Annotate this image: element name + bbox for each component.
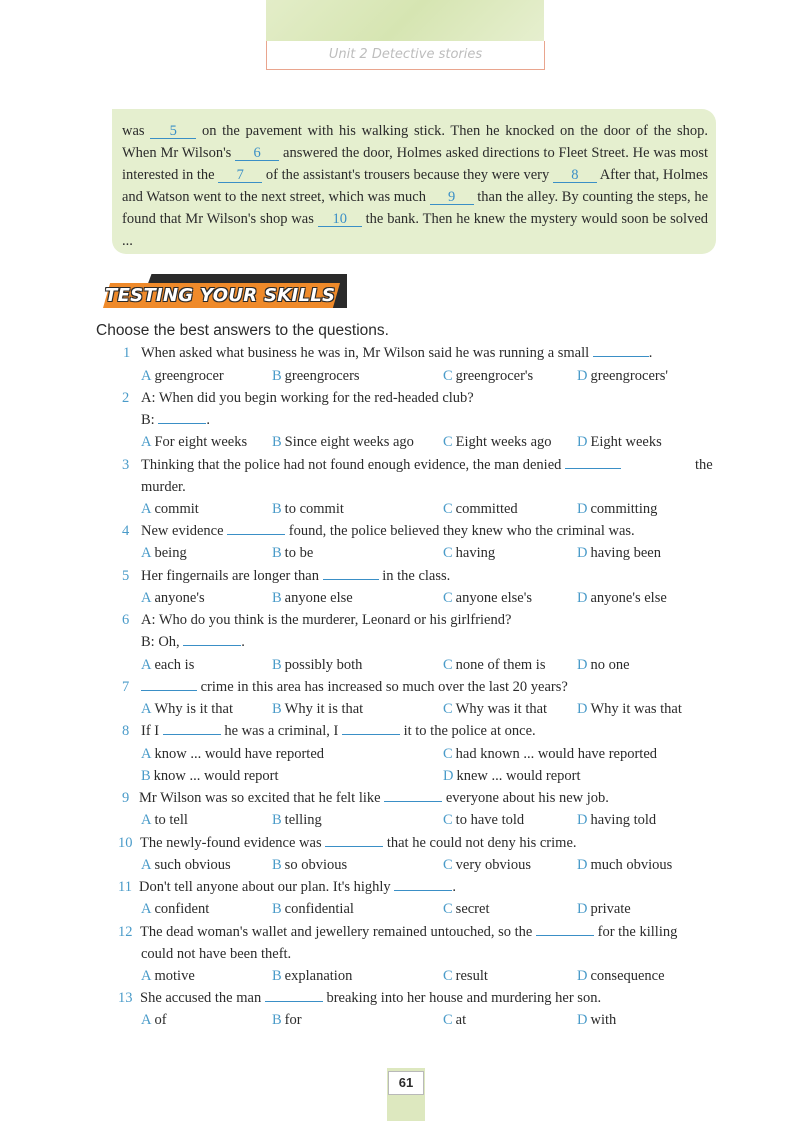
option[interactable]: D consequence: [577, 968, 665, 984]
option[interactable]: C secret: [443, 901, 490, 917]
option[interactable]: B anyone else: [272, 590, 353, 606]
option[interactable]: B to be: [272, 545, 314, 561]
question-6-text: A: Who do you think is the murderer, Leonard or his girlfriend?: [141, 612, 512, 628]
question-number: 11: [118, 879, 132, 895]
answer-blank[interactable]: [325, 835, 383, 847]
option[interactable]: C having: [443, 545, 496, 561]
option[interactable]: D having told: [577, 812, 657, 828]
question-number: 8: [122, 723, 130, 739]
option[interactable]: C had known ... would have reported: [443, 746, 658, 762]
answer-blank[interactable]: [565, 457, 621, 469]
section-title: TESTING YOUR SKILLS: [105, 285, 336, 306]
page-number: 61: [388, 1071, 424, 1095]
option[interactable]: D committing: [577, 501, 658, 517]
option[interactable]: A of: [141, 1012, 167, 1028]
option[interactable]: C greengrocer's: [443, 368, 534, 384]
question-12-cont: could not have been theft.: [141, 946, 292, 962]
option[interactable]: A each is: [141, 657, 195, 673]
question-2-reply: B: .: [141, 412, 210, 428]
option[interactable]: D having been: [577, 545, 661, 561]
option[interactable]: C very obvious: [443, 857, 531, 873]
option[interactable]: B greengrocers: [272, 368, 360, 384]
option[interactable]: B so obvious: [272, 857, 348, 873]
question-5-text: Her fingernails are longer than in the class.: [141, 568, 451, 584]
question-3-text: Thinking that the police had not found enough evidence, the man denied: [141, 457, 621, 474]
blank-8[interactable]: 8: [553, 168, 597, 183]
answer-blank[interactable]: [323, 568, 379, 580]
option[interactable]: B to commit: [272, 501, 344, 517]
section-heading: [103, 274, 348, 310]
answer-blank[interactable]: [384, 790, 442, 802]
question-number: 1: [123, 345, 131, 361]
answer-blank[interactable]: [593, 345, 649, 357]
answer-blank[interactable]: [265, 990, 323, 1002]
option[interactable]: A commit: [141, 501, 199, 517]
question-2-text: A: When did you begin working for the red-headed club?: [141, 390, 474, 406]
option[interactable]: A being: [141, 545, 187, 561]
option[interactable]: C Eight weeks ago: [443, 434, 552, 450]
answer-blank[interactable]: [342, 723, 400, 735]
header-decoration: [266, 0, 544, 41]
answer-blank[interactable]: [163, 723, 221, 735]
instruction: Choose the best answers to the questions.: [96, 322, 389, 339]
answer-blank[interactable]: [227, 523, 285, 535]
blank-10[interactable]: 10: [318, 212, 362, 227]
option[interactable]: C anyone else's: [443, 590, 532, 606]
question-number: 12: [118, 924, 133, 940]
question-1-text: When asked what business he was in, Mr Wilson said he was running a small .: [141, 345, 653, 361]
option[interactable]: A greengrocer: [141, 368, 224, 384]
question-number: 5: [122, 568, 130, 584]
option[interactable]: D private: [577, 901, 631, 917]
option[interactable]: A such obvious: [141, 857, 231, 873]
option[interactable]: A to tell: [141, 812, 188, 828]
option[interactable]: D knew ... would report: [443, 768, 581, 784]
question-number: 2: [122, 390, 130, 406]
question-number: 7: [122, 679, 130, 695]
option[interactable]: C to have told: [443, 812, 525, 828]
option[interactable]: D anyone's else: [577, 590, 667, 606]
question-number: 10: [118, 835, 133, 851]
question-number: 4: [122, 523, 130, 539]
option[interactable]: B Since eight weeks ago: [272, 434, 414, 450]
question-number: 13: [118, 990, 133, 1006]
option[interactable]: C none of them is: [443, 657, 546, 673]
option[interactable]: A For eight weeks: [141, 434, 248, 450]
answer-blank[interactable]: [394, 879, 452, 891]
option[interactable]: A Why is it that: [141, 701, 234, 717]
answer-blank[interactable]: [536, 924, 594, 936]
option[interactable]: A know ... would have reported: [141, 746, 325, 762]
question-10-text: The newly-found evidence was that he could not deny his crime.: [140, 835, 577, 851]
blank-6[interactable]: 6: [235, 146, 279, 161]
question-number: 9: [122, 790, 130, 806]
question-9-text: Mr Wilson was so excited that he felt like everyone about his new job.: [139, 790, 609, 806]
option[interactable]: A anyone's: [141, 590, 205, 606]
option[interactable]: D Why it was that: [577, 701, 682, 717]
option[interactable]: C result: [443, 968, 488, 984]
option[interactable]: D greengrocers': [577, 368, 668, 384]
option[interactable]: A confident: [141, 901, 210, 917]
answer-blank[interactable]: [141, 679, 197, 691]
reading-passage: was 5 on the pavement with his walking stick. Then he knocked on the door of the shop. When Mr Wilson's 6 answered the door, Holmes asked directions to Fleet Street. He was most interested in the 7 of the assistant's trousers because they were very 8 After that, Holmes and Watson went to the next street, which was much 9 than the alley. By counting the steps, he found that Mr Wilson's shop was 10 the bank. Then he knew the mystery would soon be solved ...: [112, 109, 716, 254]
option[interactable]: B for: [272, 1012, 302, 1028]
option[interactable]: B confidential: [272, 901, 354, 917]
blank-9[interactable]: 9: [430, 190, 474, 205]
option[interactable]: B explanation: [272, 968, 353, 984]
question-12-text: The dead woman's wallet and jewellery remained untouched, so the for the killing: [140, 924, 678, 940]
answer-blank[interactable]: [183, 634, 241, 646]
question-3-cont: murder.: [141, 479, 186, 495]
answer-blank[interactable]: [158, 412, 206, 424]
option[interactable]: D much obvious: [577, 857, 673, 873]
option[interactable]: D with: [577, 1012, 617, 1028]
question-6-reply: B: Oh, .: [141, 634, 245, 650]
option[interactable]: C committed: [443, 501, 518, 517]
option[interactable]: B know ... would report: [141, 768, 279, 784]
question-number: 3: [122, 457, 130, 473]
option[interactable]: B Why it is that: [272, 701, 364, 717]
question-3-tail: the: [695, 457, 713, 473]
question-13-text: She accused the man breaking into her house and murdering her son.: [140, 990, 602, 1006]
option[interactable]: B possibly both: [272, 657, 363, 673]
option[interactable]: D Eight weeks: [577, 434, 662, 450]
question-11-text: Don't tell anyone about our plan. It's highly .: [139, 879, 456, 895]
option[interactable]: C at: [443, 1012, 467, 1028]
question-number: 6: [122, 612, 130, 628]
question-7-text: crime in this area has increased so much over the last 20 years?: [141, 679, 568, 696]
unit-title: Unit 2 Detective stories: [266, 41, 545, 70]
option[interactable]: D no one: [577, 657, 630, 673]
question-8-text: If I he was a criminal, I it to the police at once.: [141, 723, 536, 739]
question-4-text: New evidence found, the police believed they knew who the criminal was.: [141, 523, 635, 539]
option[interactable]: A motive: [141, 968, 195, 984]
option[interactable]: B telling: [272, 812, 322, 828]
blank-5[interactable]: 5: [150, 124, 196, 139]
blank-7[interactable]: 7: [218, 168, 262, 183]
option[interactable]: C Why was it that: [443, 701, 548, 717]
